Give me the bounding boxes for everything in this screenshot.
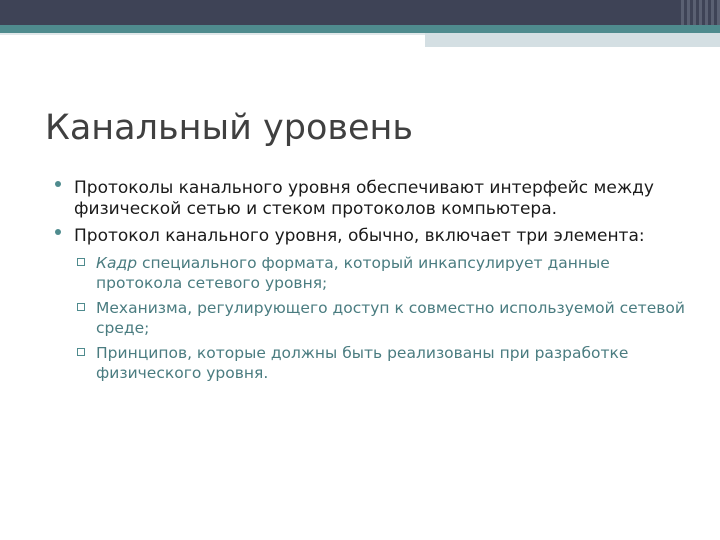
header-stripes bbox=[678, 0, 720, 25]
slide-title: Канальный уровень bbox=[45, 108, 414, 148]
sub-bullet-list bbox=[74, 253, 695, 383]
bullet-dot-icon bbox=[55, 229, 61, 235]
sub-bullet-text: специального формата, который инкапсулирует данные протокола сетевого уровня; bbox=[96, 253, 610, 292]
header-bar-teal bbox=[0, 25, 720, 33]
sub-bullet-text: Принципов, которые должны быть реализованы при разработке физического уровня. bbox=[96, 343, 629, 382]
sub-bullet-italic: Кадр bbox=[96, 253, 138, 272]
sub-bullet-item bbox=[74, 298, 695, 338]
square-bullet-icon bbox=[77, 258, 85, 266]
sub-bullet-text: Механизма, регулирующего доступ к совместно используемой сетевой среде; bbox=[96, 298, 685, 337]
sub-bullet-item bbox=[74, 253, 695, 293]
bullet-item bbox=[55, 178, 695, 219]
header-bar-thin bbox=[0, 33, 425, 35]
bullet-dot-icon bbox=[55, 181, 61, 187]
bullet-text: Протокол канального уровня, обычно, включает три элемента: bbox=[74, 226, 645, 246]
square-bullet-icon bbox=[77, 303, 85, 311]
slide-content bbox=[55, 178, 695, 390]
sub-bullet-item bbox=[74, 343, 695, 383]
header-bar-dark bbox=[0, 0, 720, 25]
header-bar-light bbox=[425, 33, 720, 47]
bullet-item bbox=[55, 226, 695, 383]
bullet-text: Протоколы канального уровня обеспечивают интерфейс между физической сетью и стеком протоколов компьютера. bbox=[74, 178, 654, 219]
square-bullet-icon bbox=[77, 348, 85, 356]
